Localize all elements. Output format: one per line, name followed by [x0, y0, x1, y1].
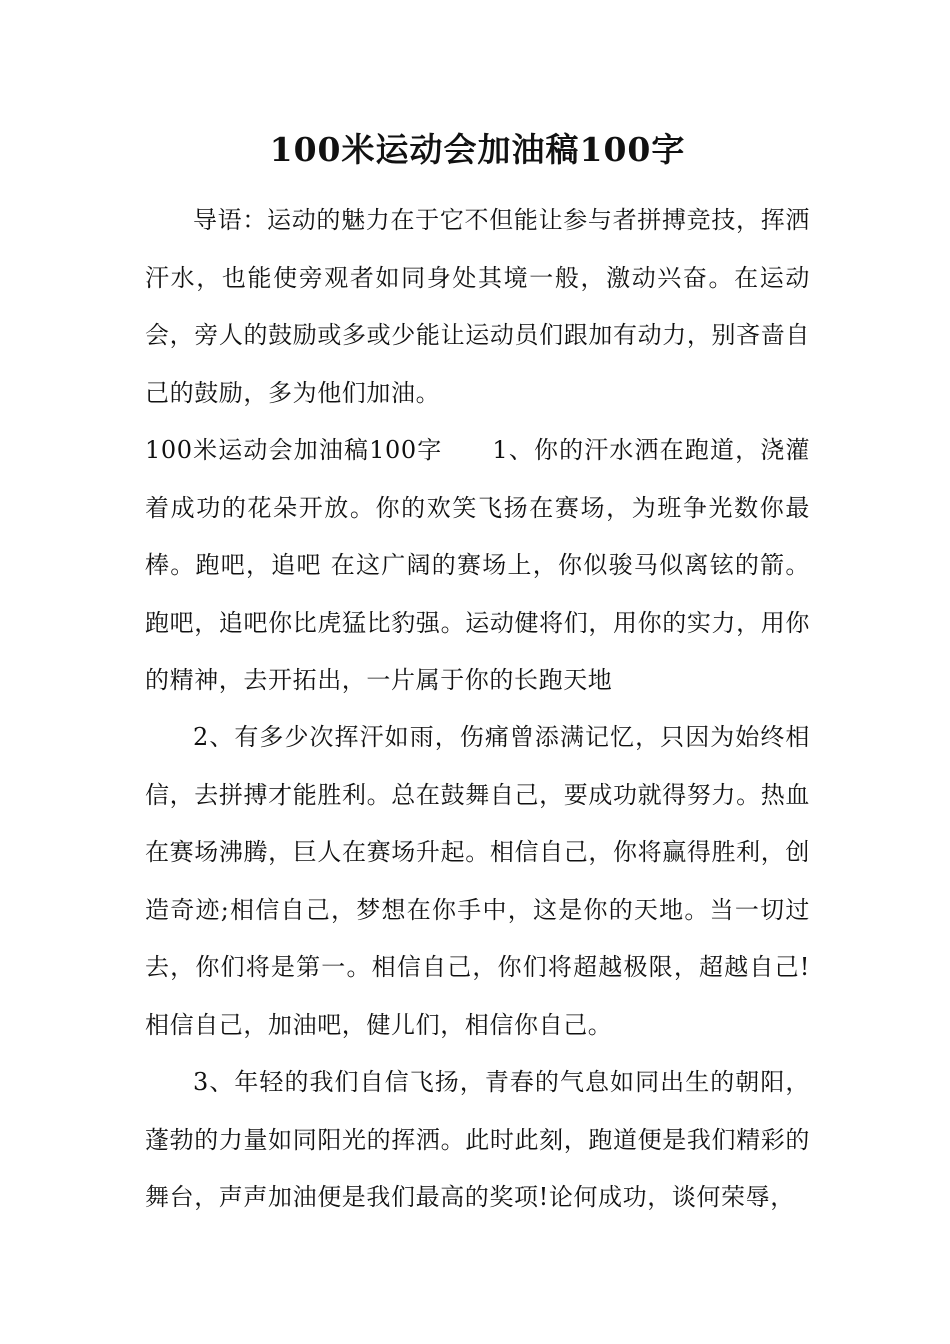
paragraph-1-body: 1、你的汗水洒在跑道，浇灌着成功的花朵开放。你的欢笑飞扬在赛场，为班争光数你最棒。跑吧，追吧 在这广阔的赛场上，你似骏马似离铉的箭。跑吧，追吧你比虎猛比豹强。运动健将们，用你的实力，用你的精神，去开拓出，一片属于你的长跑天地	[145, 436, 810, 694]
paragraph-1-heading: 100米运动会加油稿100字	[145, 436, 443, 464]
paragraph-3: 3、年轻的我们自信飞扬，青春的气息如同出生的朝阳，蓬勃的力量如同阳光的挥洒。此时此刻，跑道便是我们精彩的舞台，声声加油便是我们最高的奖项!论何成功，谈何荣辱，	[145, 1068, 810, 1211]
document-title: 100米运动会加油稿100字	[269, 130, 686, 169]
paragraph-1	[145, 422, 810, 710]
intro-paragraph: 导语：运动的魅力在于它不但能让参与者拼搏竞技，挥洒汗水，也能使旁观者如同身处其境一般，激动兴奋。在运动会，旁人的鼓励或多或少能让运动员们跟加有动力，别吝啬自己的鼓励，多为他们加油。	[145, 206, 810, 407]
paragraph-2: 2、有多少次挥汗如雨，伤痛曾添满记忆，只因为始终相信，去拼搏才能胜利。总在鼓舞自己，要成功就得努力。热血在赛场沸腾，巨人在赛场升起。相信自己，你将赢得胜利，创造奇迹;相信自己，梦想在你手中，这是你的天地。当一切过去，你们将是第一。相信自己，你们将超越极限，超越自己!相信自己，加油吧，健儿们，相信你自己。	[145, 723, 810, 1039]
